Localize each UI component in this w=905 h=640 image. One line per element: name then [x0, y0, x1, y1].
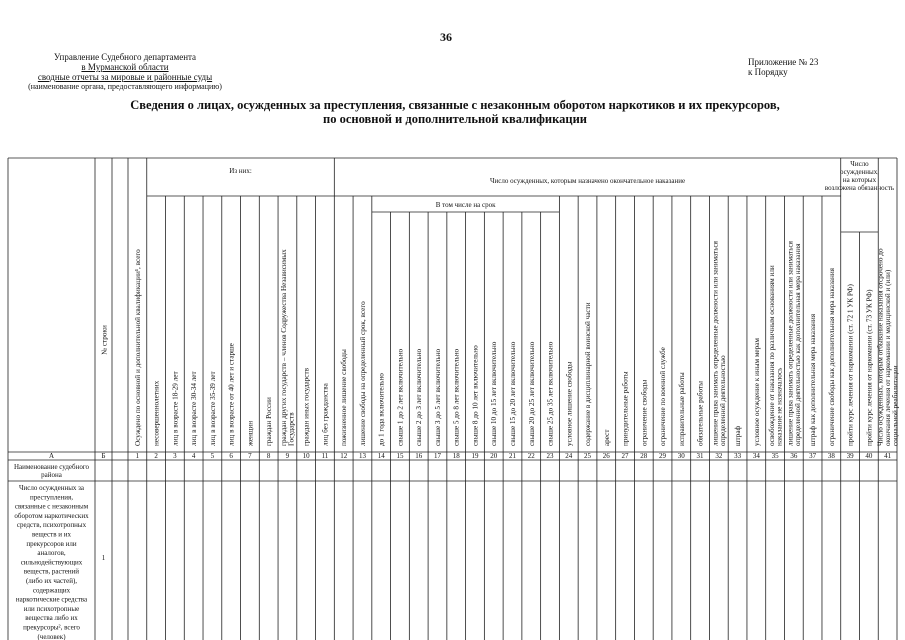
col-41-number: 41: [884, 452, 892, 460]
col-27-number: 27: [621, 452, 629, 460]
col-9-header-line-2: Государств: [287, 412, 296, 446]
col-24-header: условное лишение свободы: [565, 361, 574, 446]
col-28-header: ограничение свободы: [640, 379, 649, 446]
col-11-number: 11: [321, 452, 329, 460]
required-header-line-2: осужденных,: [839, 168, 880, 176]
col-40-header: пройти курс лечения от наркомании (ст. 73 УК РФ): [865, 289, 874, 446]
row-1-label-line-6: веществ и их: [31, 530, 72, 539]
row-1-label-line-11: (либо их частей),: [25, 577, 78, 585]
col-40-number: 40: [865, 452, 873, 460]
col-17-number: 17: [433, 452, 441, 460]
org-line-3: сводные отчеты за мировые и районные суды: [37, 72, 213, 82]
col-16-header: свыше 2 до 3 лет включительно: [415, 348, 424, 446]
row-1-label-line-9: сильнодействующих: [20, 558, 83, 567]
col-41-header-line-1: Число осужденных, которым отбывание наказания отсрочено до: [876, 248, 885, 446]
row-1-label-line-10: веществ, растений: [23, 567, 80, 576]
col-38-header: ограничение свободы как дополнительная мера наказания: [827, 268, 836, 446]
col-16-number: 16: [415, 452, 423, 460]
col-10-header: граждан иных государств: [302, 367, 311, 446]
col-13-header: лишение свободы на определенный срок, всего: [358, 301, 367, 446]
col-20-header: свыше 10 до 15 лет включительно: [490, 341, 499, 446]
row-1-label-line-12: содержащих: [32, 586, 71, 595]
row-1-label-line-5: средств, психотропных: [16, 521, 87, 530]
col-27-header: принудительные работы: [621, 371, 630, 446]
col-19-header: свыше 8 до 10 лет включительно: [471, 345, 480, 446]
col-18-header: свыше 5 до 8 лет включительно: [452, 348, 461, 446]
col-26-number: 26: [602, 452, 610, 460]
col-19-number: 19: [471, 452, 479, 460]
col-A-code: А: [48, 452, 55, 460]
col-23-number: 23: [546, 452, 554, 460]
col-13-number: 13: [358, 452, 366, 460]
col-30-header: исправительные работы: [677, 372, 686, 446]
col-4-header: лиц в возрасте 30-34 лет: [190, 371, 199, 446]
col-11-header: лиц без гражданства: [321, 383, 330, 446]
col-1-number: 1: [135, 452, 140, 460]
col-15-header: свыше 1 до 2 лет включительно: [396, 348, 405, 446]
title-line-2: по основной и дополнительной квалификации: [323, 112, 587, 126]
page-number: 36: [440, 30, 452, 44]
appendix-line-1: Приложение № 23: [748, 57, 819, 67]
court-name-label-line-1: Наименование судебного: [13, 463, 90, 471]
org-hint: (наименование органа, предоставляющего информацию): [28, 82, 222, 91]
of-them-header: Из них:: [229, 167, 252, 175]
col-39-number: 39: [846, 452, 854, 460]
col-6-header: лиц в возрасте от 40 лет и старше: [227, 343, 236, 446]
col-32-header-line-2: определенной деятельностью: [719, 355, 728, 446]
org-line-1: Управление Судебного департамента: [53, 52, 197, 62]
col-1-header: Осуждено по основной и дополнительной квалификации¹, всего: [133, 249, 142, 446]
col-36-header-line-2: определенной деятельностью как дополнительная мера наказания: [794, 243, 803, 446]
row-1-label-line-8: аналогов,: [37, 549, 66, 558]
col-28-number: 28: [640, 452, 648, 460]
col-37-number: 37: [809, 452, 817, 460]
col-35-number: 35: [771, 452, 779, 460]
col-21-number: 21: [509, 452, 516, 460]
col-38-number: 38: [827, 452, 835, 460]
row-1-label-line-3: связанные с незаконным: [14, 502, 89, 511]
col-5-header: лиц в возрасте 35-39 лет: [208, 371, 217, 446]
row-1-label-line-16: прекурсоры², всего: [23, 623, 80, 632]
title-line-1: Сведения о лицах, осужденных за преступления, связанные с незаконным оборотом наркотиков и их прекурсоров,: [130, 98, 780, 112]
col-B-code: Б: [101, 452, 106, 460]
col-29-header: ограничение по военной службе: [659, 347, 668, 446]
col-10-number: 10: [302, 452, 310, 460]
col-17-header: свыше 3 до 5 лет включительно: [433, 348, 442, 446]
org-line-2: в Мурманской области: [81, 62, 169, 72]
col-24-number: 24: [565, 452, 573, 460]
col-7-number: 7: [248, 452, 252, 460]
col-25-header: содержание в дисциплинарной воинской части: [584, 302, 593, 446]
col-34-number: 34: [752, 452, 760, 460]
col-21-header: свыше 15 до 20 лет включительно: [509, 341, 517, 446]
row-1-label-line-13: наркотические средства: [15, 595, 88, 604]
row-1-label-line-2: преступления,: [30, 493, 73, 502]
col-29-number: 29: [659, 452, 667, 460]
col-23-header: свыше 25 до 35 лет включительно: [546, 341, 555, 446]
row-1-label-line-7: прекурсоров или: [26, 539, 77, 548]
col-18-number: 18: [452, 452, 460, 460]
col-20-number: 20: [490, 452, 498, 460]
col-3-number: 3: [173, 452, 177, 460]
row-1-label-line-1: Число осужденных за: [18, 484, 85, 492]
col-6-number: 6: [229, 452, 233, 460]
col-32-number: 32: [715, 452, 723, 460]
col-33-number: 33: [734, 452, 742, 460]
col-9-header-line-1: граждан других государств – членов Содружества Независимых: [280, 249, 289, 446]
col-7-header: женщин: [246, 420, 255, 446]
col-22-header: свыше 20 до 25 лет включительно: [527, 341, 536, 446]
col-31-number: 31: [696, 452, 704, 460]
col-31-header: обязательные работы: [696, 381, 705, 446]
required-header-line-1: Число: [850, 160, 869, 168]
appendix-line-2: к Порядку: [748, 67, 788, 77]
col-37-header: штраф как дополнительная мера наказания: [809, 313, 818, 446]
col-35-header-line-2: наказание не назначалось: [775, 367, 784, 446]
col-41-header-line-3: социальной реабилитации: [891, 365, 900, 446]
col-36-number: 36: [790, 452, 798, 460]
col-2-header: несовершеннолетних: [152, 380, 161, 446]
col-4-number: 4: [191, 452, 196, 460]
col-8-header: граждан России: [265, 397, 274, 446]
col-25-number: 25: [584, 452, 592, 460]
col-39-header: пройти курс лечения от наркомании (ст. 72 1 УК РФ): [846, 284, 855, 446]
col-35-header-line-1: освобождение от наказания по различным основаниям или: [767, 265, 776, 446]
col-26-header: арест: [602, 429, 611, 446]
col-41-header-line-2: окончания лечения от наркомании и медицинской и (или): [884, 269, 893, 446]
col-30-number: 30: [677, 452, 685, 460]
col-5-number: 5: [210, 452, 215, 460]
col-12-header: пожизненное лишение свободы: [340, 349, 349, 446]
col-36-header-line-1: лишение права занимать определенные должности или заниматься: [786, 241, 795, 446]
col-34-header: условное осуждение к иным мерам: [752, 338, 761, 446]
col-32-header-line-1: лишение права занимать определенные должности или заниматься: [711, 241, 720, 446]
final-punishment-header: Число осужденных, которым назначено окончательное наказание: [489, 177, 686, 185]
row-1-number: 1: [101, 554, 106, 562]
col-3-header: лиц в возрасте 18-29 лет: [171, 371, 180, 446]
col-12-number: 12: [340, 452, 348, 460]
row-1-label-line-4: оборотом наркотических: [14, 511, 89, 520]
col-8-number: 8: [266, 452, 271, 460]
row-1-label-line-15: вещества либо их: [25, 614, 78, 623]
col-33-header: штраф: [734, 425, 743, 446]
including-term-header: В том числе на срок: [435, 201, 496, 209]
col-15-number: 15: [396, 452, 404, 460]
col-9-number: 9: [285, 452, 290, 460]
required-header-line-4: возложена обязанность: [824, 184, 895, 192]
col-14-header: до 1 года включительно: [377, 373, 386, 446]
col-B-header: № строки: [100, 325, 109, 355]
court-name-label-line-2: района: [41, 471, 62, 479]
col-14-number: 14: [377, 452, 385, 460]
required-header-line-3: на которых: [842, 176, 877, 184]
col-2-number: 2: [154, 452, 158, 460]
row-1-label-line-17: (человек): [37, 632, 66, 640]
col-22-number: 22: [527, 452, 535, 460]
row-1-label-line-14: или психотропные: [23, 604, 80, 613]
